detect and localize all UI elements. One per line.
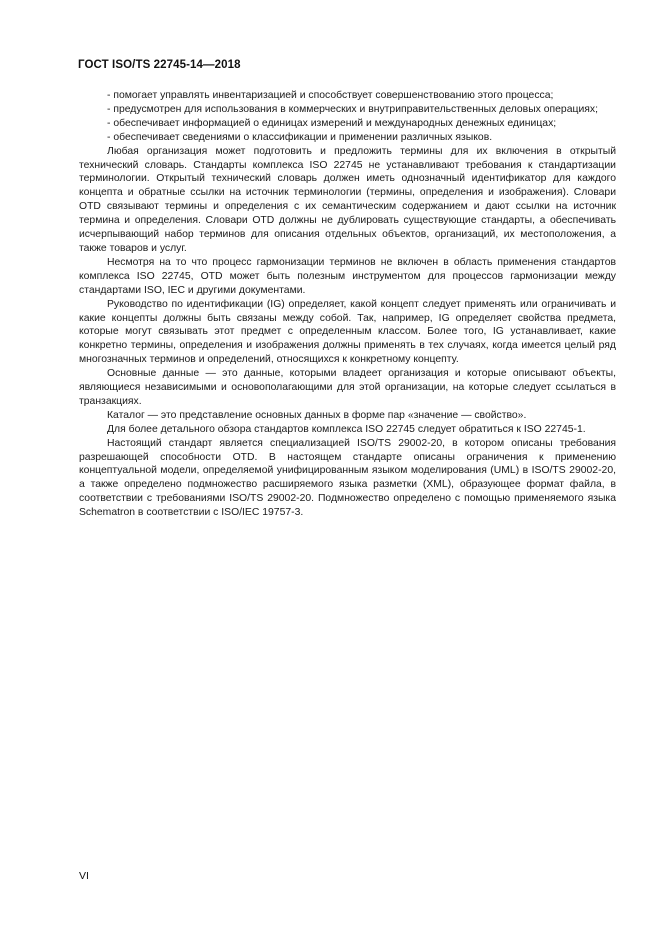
paragraph: Для более детального обзора стандартов комплекса ISO 22745 следует обратиться к ISO 22745-1. <box>107 423 586 435</box>
paragraph: Несмотря на то что процесс гармонизации терминов не включен в область применения стандартов комплекса ISO 22745, OTD может быть полезным инструментом для процессов гармонизации между стандартами ISO, IEC и другими документами. <box>79 256 616 296</box>
document-header: ГОСТ ISO/TS 22745-14—2018 <box>78 59 241 71</box>
paragraph: Руководство по идентификации (IG) определяет, какой концепт следует применять или ограничивать и какие концепты должны быть связаны между собой. Так, например, IG определяет свойства предмета, которые могут связывать этот предмет с определенным классом. Более того, IG устанавливает, какие конкретно термины, определения и изображения должны применять в тех случаях, когда имеется целый ряд многозначных терминов и определений, относящихся к конкретному концепту. <box>79 298 616 366</box>
paragraph: Основные данные — это данные, которыми владеет организация и которые описывают объекты, являющиеся независимыми и основополагающими для этой организации, на которые следует ссылаться в транзакциях. <box>79 368 616 407</box>
page-number: VI <box>79 870 89 882</box>
bullet-item: - помогает управлять инвентаризацией и способствует совершенствованию этого процесса; <box>107 90 554 101</box>
bullet-item: - обеспечивает информацией о единицах измерений и международных денежных единицах; <box>107 117 557 129</box>
body-text <box>79 89 616 520</box>
bullet-item: - обеспечивает сведениями о классификации и применении различных языков. <box>107 131 493 143</box>
paragraph: Любая организация может подготовить и предложить термины для их включения в открытый технический словарь. Стандарты комплекса ISO 22745 не устанавливают требования к стандартизации терминологии. Открытый технический словарь должен иметь однозначный идентификатор для каждого концепта и обратные ссылки на источник терминологии (термины, определения и изображения). Словари OTD связывают термины и определения с их семантическим содержанием и дают ссылки на источник термина и определения. Словари OTD должны не дублировать существующие стандарты, а обеспечивать исчерпывающий набор терминов для описания отдельных объектов, организаций, их местоположения, а также товаров и услуг. <box>79 145 616 254</box>
paragraph: Настоящий стандарт является специализацией ISO/TS 29002-20, в котором описаны требования разрешающей способности OTD. В настоящем стандарте описаны ограничения к применению концептуальной модели, определяемой унифицированным языком моделирования (UML) в ISO/TS 29002-20, а также определено подмножество расширяемого языка разметки (XML), образующее формат файла, в соответствии с требованиями ISO/TS 29002-20. Подмножество определено с помощью применяемого языка Schematron в соответствии с ISO/IEC 19757-3. <box>79 437 616 519</box>
bullet-item: - предусмотрен для использования в коммерческих и внутриправительственных деловых операциях; <box>107 103 598 115</box>
paragraph: Каталог — это представление основных данных в форме пар «значение — свойство». <box>107 409 527 421</box>
